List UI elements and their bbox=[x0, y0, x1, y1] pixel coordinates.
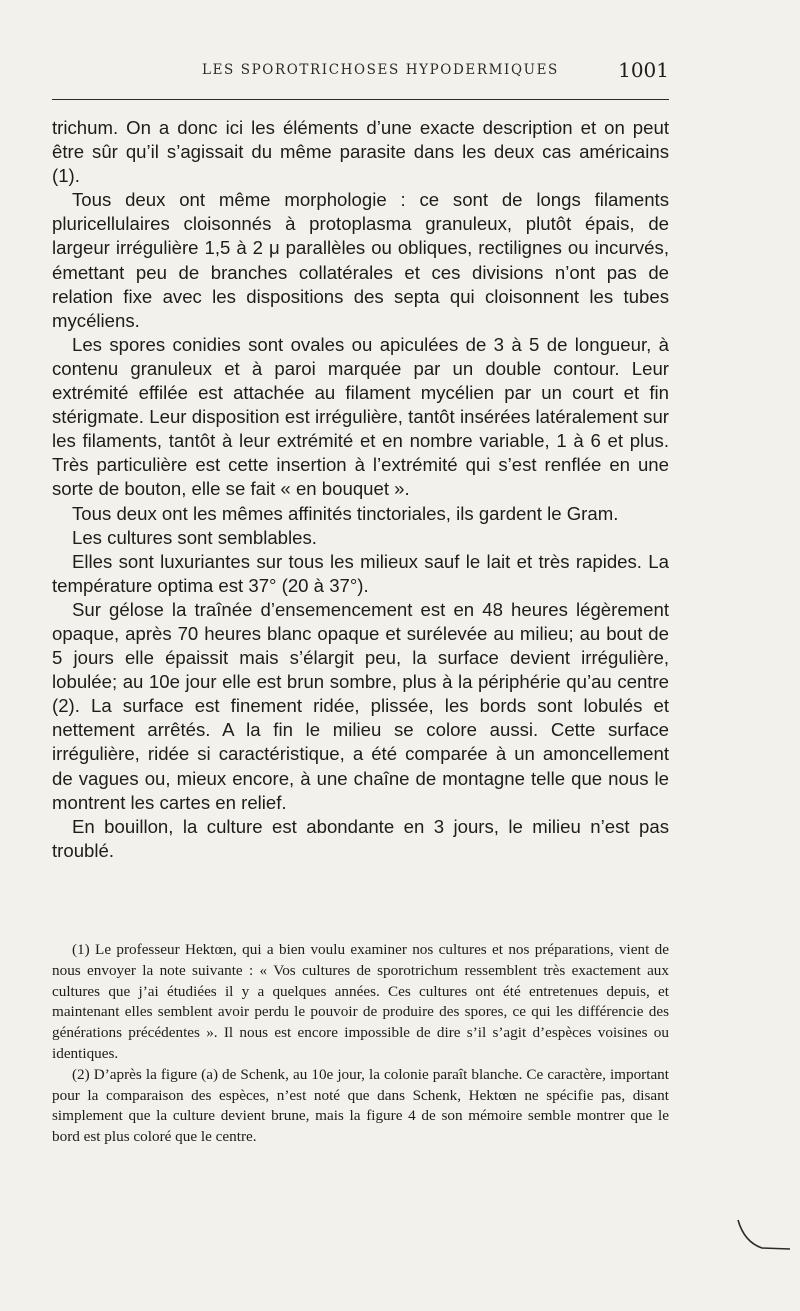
footnote: (1) Le professeur Hektœn, qui a bien voulu examiner nos cultures et nos préparations, vient de nous envoyer la note suivante : « Vos cultures de sporotrichum ressemblent très exactement aux cultures que j’ai étudiées il y a quelques années. Ces cultures ont été entretenues depuis, et maintenant elles semblent avoir perdu le pouvoir de produire des spores, ce qui les différencie des générations précédentes ». Il nous est encore impossible de dire s’il s’agit d’espèces voisines ou identiques. bbox=[52, 941, 669, 1062]
paragraph: trichum. On a donc ici les éléments d’une exacte description et on peut être sûr qu’il s’agissait du même parasite dans les deux cas américains (1). bbox=[52, 117, 669, 187]
page-corner-mark bbox=[736, 1218, 792, 1258]
page-header bbox=[52, 58, 669, 86]
running-title: LES SPOROTRICHOSES HYPODERMIQUES bbox=[202, 62, 559, 78]
paragraph: Les cultures sont semblables. bbox=[72, 526, 317, 548]
paragraph: Tous deux ont les mêmes affinités tinctoriales, ils gardent le Gram. bbox=[72, 502, 619, 524]
page-number: 1001 bbox=[618, 58, 669, 82]
paragraph: Elles sont luxuriantes sur tous les milieux sauf le lait et très rapides. La température optima est 37° (20 à 37°). bbox=[52, 550, 669, 596]
paragraph: Tous deux ont même morphologie : ce sont de longs filaments pluricellulaires cloisonnés à protoplasma granuleux, plutôt épais, de largeur irrégulière 1,5 à 2 μ parallèles ou obliques, rectilignes ou incurvés, émettant peu de branches collatérales et ces divisions n’ont pas de relation fixe avec les dispositions des septa qui cloisonnent les tubes mycéliens. bbox=[52, 189, 669, 331]
paragraph: En bouillon, la culture est abondante en 3 jours, le milieu n’est pas troublé. bbox=[52, 815, 669, 861]
header-rule bbox=[52, 99, 669, 100]
paragraph: Les spores conidies sont ovales ou apiculées de 3 à 5 de longueur, à contenu granuleux et à paroi marquée par un double contour. Leur extrémité effilée est attachée au filament mycélien par un court et fin stérigmate. Leur disposition est irrégulière, tantôt insérées latéralement sur les filaments, tantôt à leur extrémité et en nombre variable, 1 à 6 et plus. Très particulière est cette insertion à l’extrémité qui s’est renflée en une sorte de bouton, elle se fait « en bouquet ». bbox=[52, 333, 669, 500]
footnotes bbox=[52, 940, 669, 1148]
paragraph: Sur gélose la traînée d’ensemencement est en 48 heures légèrement opaque, après 70 heures blanc opaque et surélevée au milieu; au bout de 5 jours elle épaissit mais s’élargit peu, la surface devient irrégulière, lobulée; au 10e jour elle est brun sombre, plus à la périphérie qu’au centre (2). La surface est finement ridée, plissée, les bords sont lobulés et nettement arrêtés. A la fin le milieu se colore aussi. Cette surface irrégulière, ridée si caractéristique, a été comparée à un amoncellement de vagues ou, mieux encore, à une chaîne de montagne telle que nous le montrent les cartes en relief. bbox=[52, 598, 669, 813]
main-text bbox=[52, 116, 669, 863]
footnote: (2) D’après la figure (a) de Schenk, au 10e jour, la colonie paraît blanche. Ce caractère, important pour la comparaison des espèces, n’est noté que dans Schenk, Hektœn ne spécifie pas, disant simplement que la culture devient brune, mais la figure 4 de son mémoire semble montrer que le bord est plus coloré que le centre. bbox=[52, 1065, 669, 1146]
